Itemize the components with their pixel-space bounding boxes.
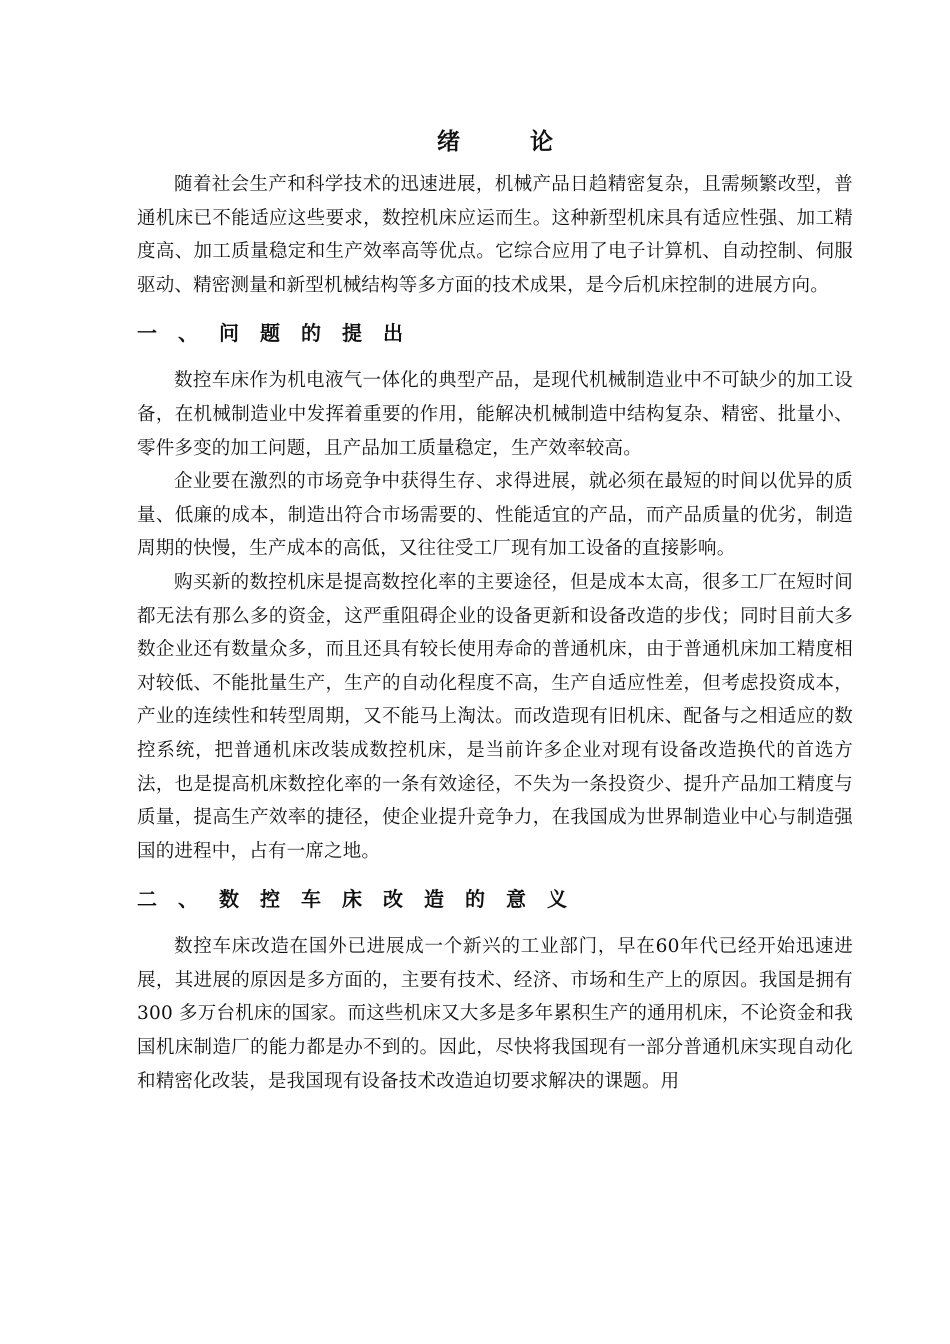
section-heading-significance: 二、数控车床改造的意义 [137, 887, 588, 912]
intro-paragraph: 随着社会生产和科学技术的迅速进展，机械产品日趋精密复杂，且需频繁改型，普通机床已不能适应这些要求，数控机床应运而生。这种新型机床具有适应性强、加工精度高、加工质量稳定和生产效率高等优点。它综合应用了电子计算机、自动控制、伺服驱动、精密测量和新型机械结构等多方面的技术成果，是今后机床控制的进展方向。 [137, 174, 853, 296]
section-heading-problem: 一、问题的提出 [137, 321, 424, 346]
section1-paragraph-2: 企业要在激烈的市场竞争中获得生存、求得进展，就必须在最短的时间以优异的质量、低廉的成本，制造出符合市场需要的、性能适宜的产品，而产品质量的优劣，制造周期的快慢，生产成本的高低，又往往受工厂现有加工设备的直接影响。 [137, 471, 853, 560]
section1-paragraph-3: 购买新的数控机床是提高数控化率的主要途径，但是成本太高，很多工厂在短时间都无法有那么多的资金，这严重阻碍企业的设备更新和设备改造的步伐；同时目前大多数企业还有数量众多，而且还具有较长使用寿命的普通机床，由于普通机床加工精度相对较低、不能批量生产，生产的自动化程度不高，生产自适应性差，但考虑投资成本，产业的连续性和转型周期，又不能马上淘汰。而改造现有旧机床、配备与之相适应的数控系统，把普通机床改装成数控机床，是当前许多企业对现有设备改造换代的首选方法，也是提高机床数控化率的一条有效途径，不失为一条投资少、提升产品加工精度与质量，提高生产效率的捷径，使企业提升竞争力，在我国成为世界制造业中心与制造强国的进程中，占有一席之地。 [137, 571, 853, 862]
section1-paragraph-1: 数控车床作为机电液气一体化的典型产品，是现代机械制造业中不可缺少的加工设备，在机械制造业中发挥着重要的作用，能解决机械制造中结构复杂、精密、批量小、零件多变的加工问题，且产品加工质量稳定，生产效率较高。 [137, 370, 853, 459]
document-title: 绪论 [437, 128, 623, 155]
document-page [137, 120, 853, 1098]
section2-paragraph-1: 数控车床改造在国外已进展成一个新兴的工业部门，早在60年代已经开始迅速进展，其进展的原因是多方面的，主要有技术、经济、市场和生产上的原因。我国是拥有300 多万台机床的国家。而这些机床又大多是多年累积生产的通用机床，不论资金和我国机床制造厂的能力都是办不到的。因此，尽快将我国现有一部分普通机床实现自动化和精密化改装，是我国现有设备技术改造迫切要求解决的课题。用 [137, 936, 853, 1092]
